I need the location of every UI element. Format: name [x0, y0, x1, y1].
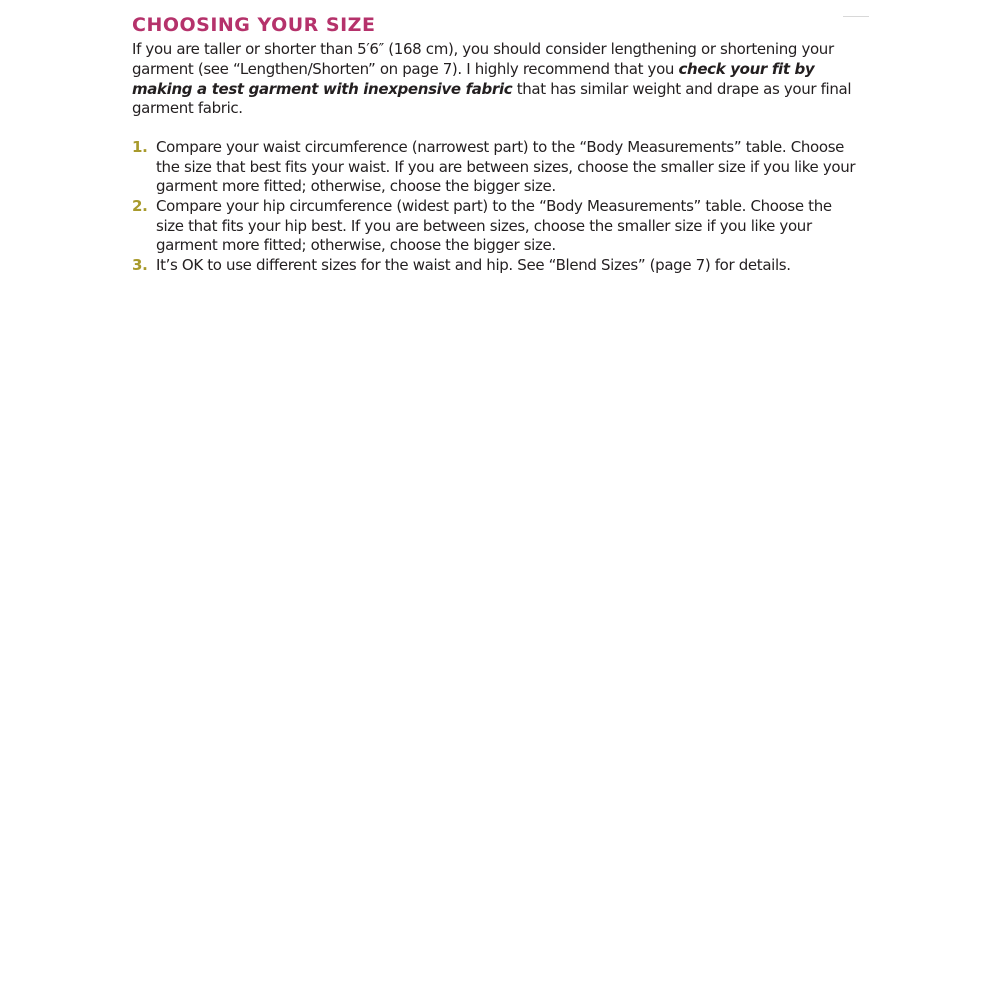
step-item: [132, 197, 860, 256]
section-heading: CHOOSING YOUR SIZE: [132, 14, 376, 36]
step-text: Compare your hip circumference (widest part) to the “Body Measurements” table. Choose the size that fits your hip best. If you are between sizes, choose the smaller size if you like your garment more fitted; otherwise, choose the bigger size.: [156, 196, 832, 255]
step-number: 2.: [132, 196, 148, 215]
intro-text-end: that has similar weight and drape as your final garment fabric.: [132, 79, 852, 118]
intro-text-start: If you are taller or shorter than 5′6″ (168 cm), you should consider lengthening or shortening your garment (see “Lengthen/Shorten” on page 7). I highly recommend that you: [132, 40, 834, 78]
intro-paragraph: [132, 40, 860, 119]
step-item: [132, 256, 860, 276]
step-number: 3.: [132, 255, 148, 274]
document-page: [132, 10, 860, 275]
intro-emphasis: check your fit by making a test garment with inexpensive fabric: [132, 59, 815, 98]
steps-list: [132, 138, 860, 275]
step-text: It’s OK to use different sizes for the waist and hip. See “Blend Sizes” (page 7) for details.: [156, 255, 791, 274]
step-item: [132, 138, 860, 197]
step-number: 1.: [132, 138, 148, 157]
step-text: Compare your waist circumference (narrowest part) to the “Body Measurements” table. Choose the size that best fits your waist. If you are between sizes, choose the smaller size if you like your garment more fitted; otherwise, choose the bigger size.: [156, 138, 856, 196]
